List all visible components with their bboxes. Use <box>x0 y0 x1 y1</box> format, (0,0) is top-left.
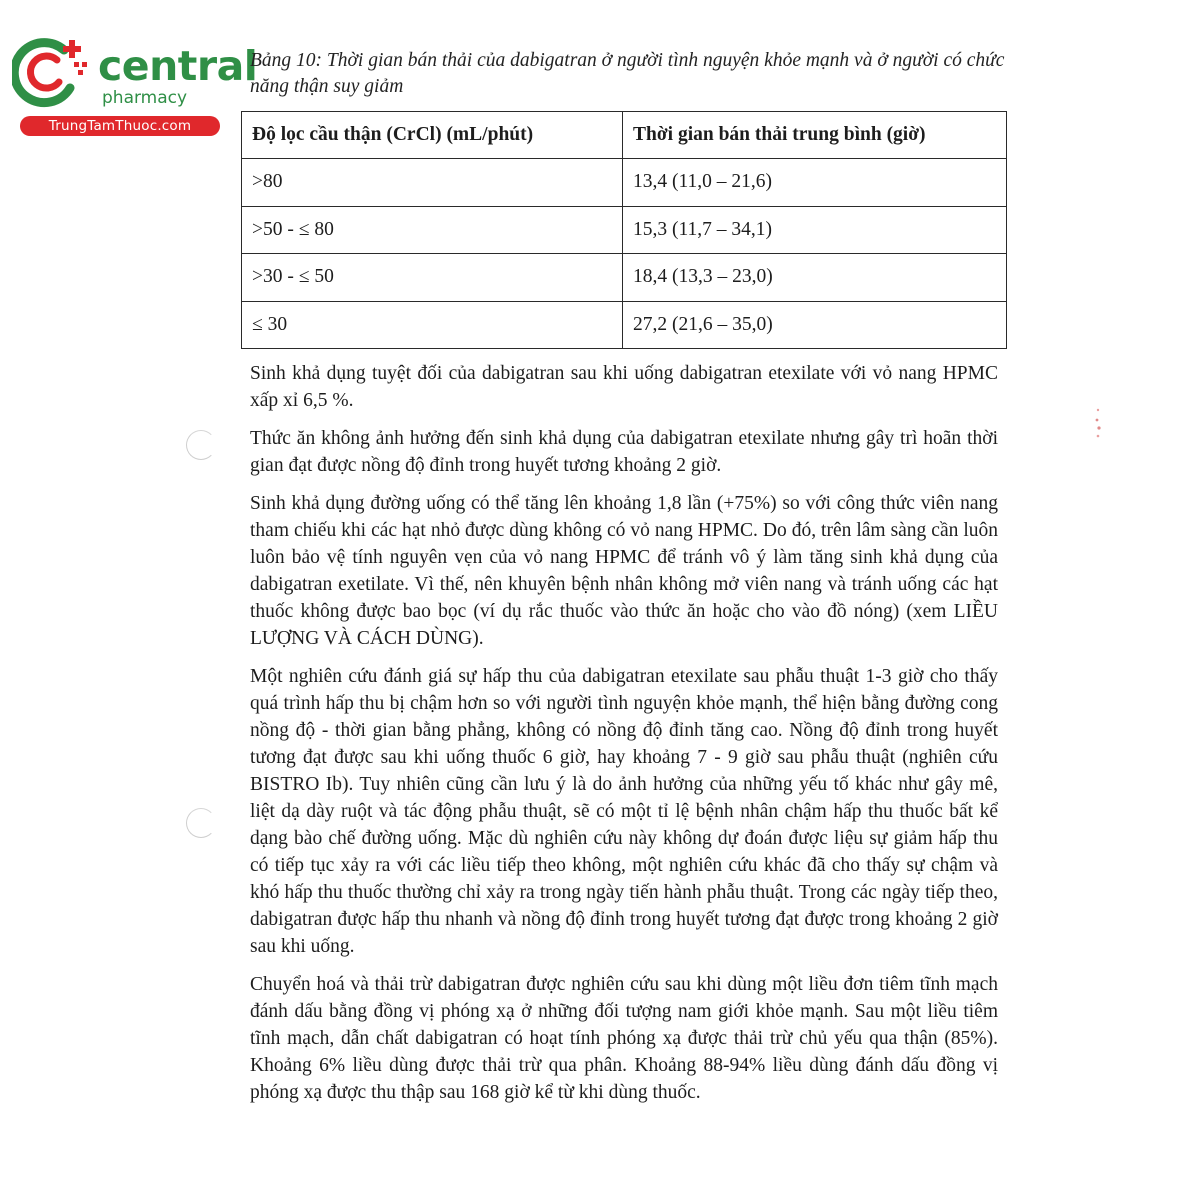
punch-hole-mark <box>186 430 216 460</box>
table-row <box>242 254 1007 302</box>
logo-c-cross-icon <box>12 36 92 112</box>
paragraph-food-effect: Thức ăn không ảnh hưởng đến sinh khả dụng của dabigatran etexilate nhưng gây trì hoãn thời gian đạt được nồng độ đỉnh trong huyết tương khoảng 2 giờ. <box>250 428 998 476</box>
body-text <box>250 360 998 1117</box>
cell-half-life: 15,3 (11,7 – 34,1) <box>623 206 1007 254</box>
table-row <box>242 301 1007 349</box>
paragraph-oral-bioavailability: Sinh khả dụng đường uống có thể tăng lên khoảng 1,8 lần (+75%) so với công thức viên nang tham chiếu khi các hạt nhỏ được dùng không có vỏ nang HPMC. Do đó, trên lâm sàng cần luôn luôn bảo vệ tính nguyên vẹn của vỏ nang HPMC để tránh vô ý làm tăng sinh khả dụng của dabigatran exetilate. Vì thế, nên khuyên bệnh nhân không mở viên nang và tránh uống các hạt thuốc không được bao bọc (ví dụ rắc thuốc vào thức ăn hoặc cho vào đồ nóng) (xem LIỀU LƯỢNG VÀ CÁCH DÙNG). <box>250 493 998 649</box>
table-header-row <box>242 112 1007 159</box>
half-life-table <box>241 111 1007 349</box>
punch-hole-mark <box>186 808 216 838</box>
scan-stain-mark <box>1092 400 1104 450</box>
cell-half-life: 13,4 (11,0 – 21,6) <box>623 159 1007 207</box>
paragraph-bioavailability: Sinh khả dụng tuyệt đối của dabigatran sau khi uống dabigatran etexilate với vỏ nang HPMC xấp xỉ 6,5 %. <box>250 363 998 411</box>
logo-name: central <box>98 42 258 90</box>
cell-crcl: ≤ 30 <box>242 301 623 349</box>
table-row <box>242 206 1007 254</box>
header-crcl: Độ lọc cầu thận (CrCl) (mL/phút) <box>242 112 623 159</box>
paragraph-post-surgery-absorption: Một nghiên cứu đánh giá sự hấp thu của dabigatran etexilate sau phẫu thuật 1-3 giờ cho thấy quá trình hấp thu bị chậm hơn so với người tình nguyện khỏe mạnh, thể hiện bằng đường cong nồng độ - thời gian bằng phẳng, không có nồng độ đỉnh tăng cao. Nồng độ đỉnh trong huyết tương đạt được sau khi uống thuốc 6 giờ, hay khoảng 7 - 9 giờ sau phẫu thuật (nghiên cứu BISTRO Ib). Tuy nhiên cũng cần lưu ý là do ảnh hưởng của những yếu tố khác như gây mê, liệt dạ dày ruột và tác động phẫu thuật, sẽ có một tỉ lệ bệnh nhân chậm hấp thu thuốc bất kể dạng bào chế đường uống. Mặc dù nghiên cứu này không dự đoán được liệu sự giảm hấp thu có tiếp tục xảy ra với các liều tiếp theo không, một nghiên cứu khác đã cho thấy sự chậm và khó hấp thu thuốc thường chỉ xảy ra trong ngày tiến hành phẫu thuật. Trong các ngày tiếp theo, dabigatran được hấp thu nhanh và nồng độ đỉnh trong huyết tương đạt được trong khoảng 2 giờ sau khi uống. <box>250 666 998 957</box>
paragraph-metabolism-elimination: Chuyển hoá và thải trừ dabigatran được nghiên cứu sau khi dùng một liều đơn tiêm tĩnh mạch đánh dấu bằng đồng vị phóng xạ ở những đối tượng nam giới khỏe mạnh. Sau một liều tiêm tĩnh mạch, dẫn chất dabigatran có hoạt tính phóng xạ được thải trừ chủ yếu qua thận (85%). Khoảng 6% liều dùng được thải trừ qua phân. Khoảng 88-94% liều dùng đánh dấu đồng vị phóng xạ được thu thập sau 168 giờ kể từ khi dùng thuốc. <box>250 974 998 1103</box>
logo-subtitle: pharmacy <box>102 88 188 108</box>
cell-crcl: >50 - ≤ 80 <box>242 206 623 254</box>
logo-url-banner: TrungTamThuoc.com <box>20 116 220 136</box>
central-pharmacy-logo <box>12 36 258 136</box>
header-half-life: Thời gian bán thải trung bình (giờ) <box>623 112 1007 159</box>
cell-half-life: 18,4 (13,3 – 23,0) <box>623 254 1007 302</box>
table-row <box>242 159 1007 207</box>
table-caption: Bảng 10: Thời gian bán thải của dabigatran ở người tình nguyện khỏe mạnh và ở người có chức năng thận suy giảm <box>250 50 1005 97</box>
cell-crcl: >80 <box>242 159 623 207</box>
cell-crcl: >30 - ≤ 50 <box>242 254 623 302</box>
cell-half-life: 27,2 (21,6 – 35,0) <box>623 301 1007 349</box>
